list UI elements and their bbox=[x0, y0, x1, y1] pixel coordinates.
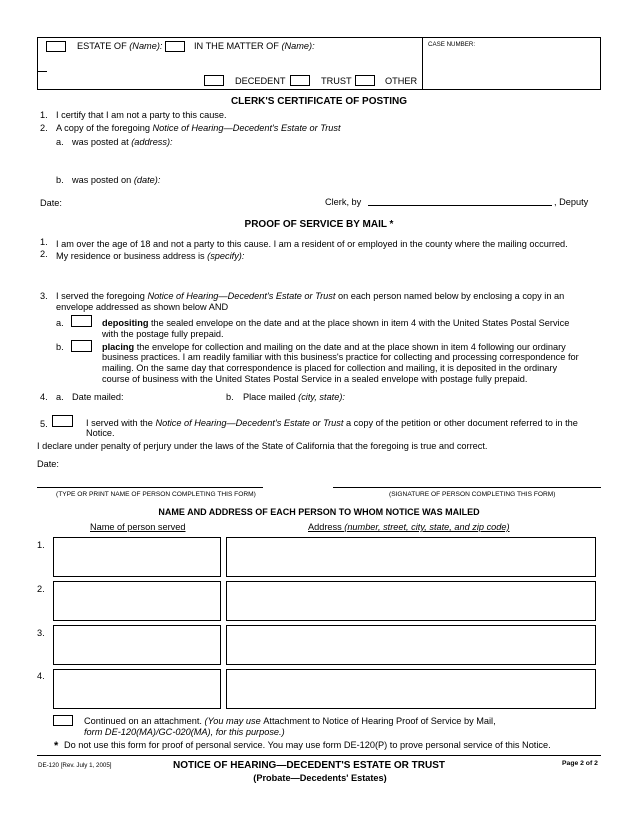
footer-rule bbox=[37, 755, 601, 756]
row4-name-field[interactable] bbox=[53, 669, 221, 709]
estate-of-checkbox[interactable] bbox=[46, 41, 66, 52]
placing-checkbox[interactable] bbox=[71, 340, 92, 352]
row-num-1: 1. bbox=[37, 540, 45, 550]
pos-item5-text: I served with the Notice of Hearing—Decedent's Estate or Trust a copy of the petition or other document referred to in the bbox=[86, 418, 578, 428]
signature-caption: (SIGNATURE OF PERSON COMPLETING THIS FORM) bbox=[389, 491, 556, 498]
footer-subtitle: (Probate—Decedents' Estates) bbox=[253, 773, 387, 783]
col-address-header: Address (number, street, city, state, and zip code) bbox=[308, 522, 510, 532]
pos-item3-text-line2: envelope addressed as shown below AND bbox=[56, 302, 229, 312]
pos-item1-num: 1. bbox=[40, 237, 48, 247]
declaration-text: I declare under penalty of perjury under the laws of the State of California that the foregoing is true and correct. bbox=[37, 441, 488, 451]
proof-of-service-title: PROOF OF SERVICE BY MAIL * bbox=[244, 219, 394, 230]
caption-divider bbox=[422, 37, 423, 90]
pos-item2-text: My residence or business address is (specify): bbox=[56, 251, 245, 261]
pos-item2-num: 2. bbox=[40, 249, 48, 259]
place-mailed-label: Place mailed (city, state): bbox=[243, 392, 345, 402]
other-label: OTHER bbox=[385, 76, 418, 86]
pos-item3b-letter: b. bbox=[56, 342, 64, 352]
pos-item3-num: 3. bbox=[40, 291, 48, 301]
clerk-signature-line[interactable] bbox=[368, 205, 552, 206]
pos-item3a-text: depositing the sealed envelope on the date and at the place shown in item 4 with the United States Postal Service bbox=[102, 318, 570, 328]
name-caption: (TYPE OR PRINT NAME OF PERSON COMPLETING THIS FORM) bbox=[56, 491, 256, 498]
trust-label: TRUST bbox=[321, 76, 352, 86]
clerk-by-label: Clerk, by bbox=[325, 197, 362, 207]
row-num-2: 2. bbox=[37, 584, 45, 594]
decedent-label: DECEDENT bbox=[235, 76, 286, 86]
pos-item4-num: 4. bbox=[40, 392, 48, 402]
pos-item3b-line4: course of business with the United States Postal Service in a sealed envelope with postage fully prepaid. bbox=[102, 374, 528, 384]
depositing-checkbox[interactable] bbox=[71, 315, 92, 327]
signature-line[interactable] bbox=[333, 487, 601, 488]
row2-address-field[interactable] bbox=[226, 581, 596, 621]
other-checkbox[interactable] bbox=[355, 75, 375, 86]
caption-name-tick bbox=[37, 71, 47, 72]
clerk-item2-num: 2. bbox=[40, 123, 48, 133]
mailing-list-title: NAME AND ADDRESS OF EACH PERSON TO WHOM NOTICE WAS MAILED bbox=[158, 507, 480, 517]
petition-served-checkbox[interactable] bbox=[52, 415, 73, 427]
asterisk-mark: * bbox=[54, 740, 59, 752]
clerk-item2b-letter: b. bbox=[56, 175, 64, 185]
col-name-header: Name of person served bbox=[90, 522, 186, 532]
pos-item3-text: I served the foregoing Notice of Hearing—Decedent's Estate or Trust on each person named below by enclosing a copy in an bbox=[56, 291, 565, 301]
continued-attachment-checkbox[interactable] bbox=[53, 715, 73, 726]
footer-title: NOTICE OF HEARING—DECEDENT'S ESTATE OR TRUST bbox=[173, 760, 446, 771]
pos-item5-line2: Notice. bbox=[86, 428, 115, 438]
clerk-item2b-text: was posted on (date): bbox=[72, 175, 161, 185]
clerk-item2a-letter: a. bbox=[56, 137, 64, 147]
pos-item3a-line2: with the postage fully prepaid. bbox=[102, 329, 224, 339]
row3-address-field[interactable] bbox=[226, 625, 596, 665]
clerk-date-label: Date: bbox=[40, 198, 62, 208]
row1-name-field[interactable] bbox=[53, 537, 221, 577]
row2-name-field[interactable] bbox=[53, 581, 221, 621]
row4-address-field[interactable] bbox=[226, 669, 596, 709]
pos-item3b-line3: mailing. On the same day that correspondence is placed for collection and mailing, it is deposited in the ordinary bbox=[102, 363, 558, 373]
page-number: Page 2 of 2 bbox=[562, 760, 598, 767]
case-number-label: CASE NUMBER: bbox=[428, 41, 476, 48]
clerk-item1-text: I certify that I am not a party to this cause. bbox=[56, 110, 227, 120]
clerk-item1-num: 1. bbox=[40, 110, 48, 120]
row-num-3: 3. bbox=[37, 628, 45, 638]
continued-attachment-line2: form DE-120(MA)/GC-020(MA), for this purpose.) bbox=[84, 727, 285, 737]
deputy-label: , Deputy bbox=[554, 197, 589, 207]
estate-of-label: ESTATE OF (Name): bbox=[77, 41, 163, 51]
clerk-certificate-title: CLERK'S CERTIFICATE OF POSTING bbox=[230, 96, 408, 107]
row3-name-field[interactable] bbox=[53, 625, 221, 665]
continued-attachment-text: Continued on an attachment. (You may use Attachment to Notice of Hearing Proof of Service by Mail, bbox=[84, 716, 496, 726]
decedent-checkbox[interactable] bbox=[204, 75, 224, 86]
pos-date-label: Date: bbox=[37, 459, 59, 469]
trust-checkbox[interactable] bbox=[290, 75, 310, 86]
personal-service-note: Do not use this form for proof of personal service. You may use form DE-120(P) to prove personal service of this Notice. bbox=[64, 740, 551, 750]
clerk-item2a-text: was posted at (address): bbox=[72, 137, 173, 147]
pos-item4b-letter: b. bbox=[226, 392, 234, 402]
row1-address-field[interactable] bbox=[226, 537, 596, 577]
pos-item1-text: I am over the age of 18 and not a party to this cause. I am a resident of or employed in the county where the mailing occurred. bbox=[56, 239, 568, 249]
form-id: DE-120 [Rev. July 1, 2005] bbox=[38, 762, 112, 769]
row-num-4: 4. bbox=[37, 671, 45, 681]
pos-item4a-letter: a. bbox=[56, 392, 64, 402]
pos-item3b-text: placing the envelope for collection and mailing on the date and at the place shown in item 4 following our ordinary bbox=[102, 342, 566, 352]
matter-of-checkbox[interactable] bbox=[165, 41, 185, 52]
clerk-item2-text: A copy of the foregoing Notice of Hearing—Decedent's Estate or Trust bbox=[56, 123, 341, 133]
date-mailed-label: Date mailed: bbox=[72, 392, 124, 402]
pos-item5-num: 5. bbox=[40, 419, 48, 429]
name-line[interactable] bbox=[37, 487, 263, 488]
matter-of-label: IN THE MATTER OF (Name): bbox=[194, 41, 315, 51]
pos-item3a-letter: a. bbox=[56, 318, 64, 328]
pos-item3b-line2: business practices. I am readily familiar with this business's practice for collecting and processing correspondence for bbox=[102, 352, 579, 362]
